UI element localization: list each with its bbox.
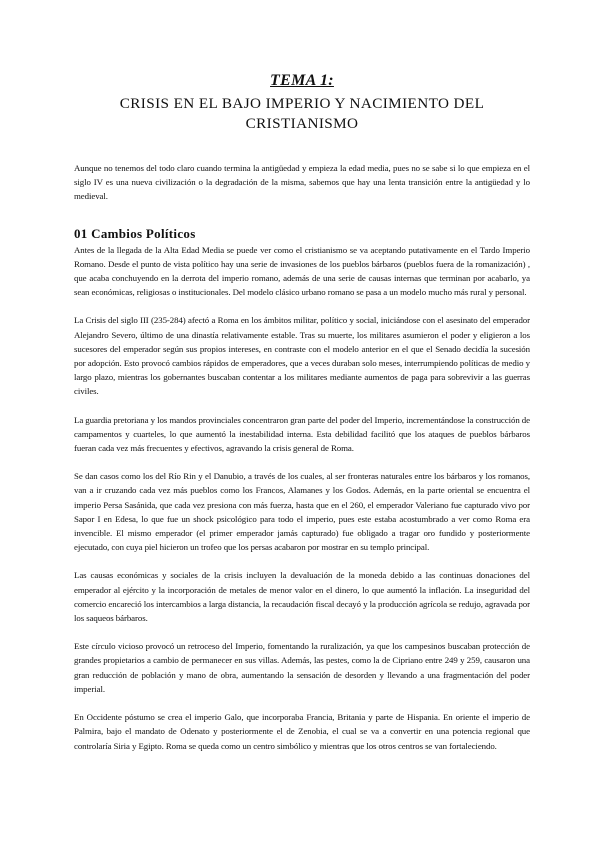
document-title: CRISIS EN EL BAJO IMPERIO Y NACIMIENTO DEL CRISTIANISMO [119,95,485,132]
body-paragraph: La guardia pretoriana y los mandos provinciales concentraron gran parte del poder del Imperio, incrementándose la construcción de campamentos y cuarteles, lo que aumentó la inestabilidad interna. Esta debilidad facilitó que los ataques de pueblos bárbaros fueran cada vez más frecuentes y efectivos, agravando la crisis general de Roma. [74,414,530,454]
tema-label: TEMA 1: [270,72,334,89]
document-page [74,72,530,753]
intro-paragraph: Aunque no tenemos del todo claro cuando termina la antigüedad y empieza la edad media, pues no se sabe si lo que empieza en el siglo IV es una nueva civilización o la degradación de la misma, sabemos que hay una lenta transición entre la antigüedad y lo medieval. [74,163,530,202]
body-paragraph: La Crisis del siglo III (235-284) afectó a Roma en los ámbitos militar, político y social, iniciándose con el asesinato del emperador Alejandro Severo, último de una dinastía relativamente estable. Tras su muerte, los militares asumieron el poder y eligieron a los sucesores del emperador según sus propios intereses, en contraste con el modelo anterior en el que el Senado decidía la sucesión por adopción. Esto provocó cambios rápidos de emperadores, que a veces duraban solo meses, interrumpiendo políticas de medio y largo plazo, mientras los gobernantes buscaban contentar a los militares mediante aumentos de paga para sobrevivir a las guerras civiles. [74,315,530,397]
section-heading: 01 Cambios Políticos [74,225,196,241]
body-paragraph: En Occidente póstumo se crea el imperio Galo, que incorporaba Francia, Britania y parte de Hispania. En oriente el imperio de Palmira, bajo el mandato de Odenato y posteriormente el de Zenobia, el cual se va a convertir en una potencia regional que controlaría Siria y Egipto. Roma se queda como un centro simbólico y mientras que los otros centros se van fortaleciendo. [74,712,530,751]
body-paragraph: Este círculo vicioso provocó un retroceso del Imperio, fomentando la ruralización, ya que los campesinos buscaban protección de grandes propietarios a cambio de permanecer en sus villas. Además, las pestes, como la de Cipriano entre 249 y 259, causaron una gran reducción de población y mano de obra, aumentando la sensación de desorden y llevando a una fragmentación del poder imperial. [74,641,530,694]
body-paragraph: Se dan casos como los del Río Rin y el Danubio, a través de los cuales, al ser fronteras naturales entre los bárbaros y los romanos, van a ir cruzando cada vez más pueblos como los Francos, Alamanes y los Godos. Además, en la parte oriental se encuentra el imperio Persa Sasánida, que cada vez presiona con más fuerza, hasta que en el 260, el emperador Valeriano fue capturado vivo por Sapor I en Edesa, lo que fue un shock psicológico para todo el imperio, pues este estaba acostumbrado a ver como Roma era invencible. El mismo emperador (el primer emperador jamás capturado) fue obligado a tragar oro fundido y posteriormente ejecutado, con cuya piel hicieron un trofeo que los persas acabaron por mostrar en su templo principal. [74,471,530,553]
body-paragraph: Las causas económicas y sociales de la crisis incluyen la devaluación de la moneda debido a las continuas donaciones del emperador al ejército y la incorporación de metales de menor valor en el dinero, lo que aumentó la inflación. La inseguridad del comercio encareció los intercambios a larga distancia, la recaudación fiscal decayó y la producción agrícola se redujo, agravada por los saqueos bárbaros. [74,570,530,624]
body-paragraph: Antes de la llegada de la Alta Edad Media se puede ver como el cristianismo se va aceptando putativamente en el Tardo Imperio Romano. Desde el punto de vista político hay una serie de invasiones de los pueblos bárbaros (pueblos fuera de la romanización) , que acaba conchuyendo en la derrota del imperio romano, además de una serie de causas internas que terminan por acabarlo, ya sean económicas, religiosas o institucionales. Del modelo clásico urbano romano se pasa a un modelo mucho más rural y personal. [74,244,530,298]
